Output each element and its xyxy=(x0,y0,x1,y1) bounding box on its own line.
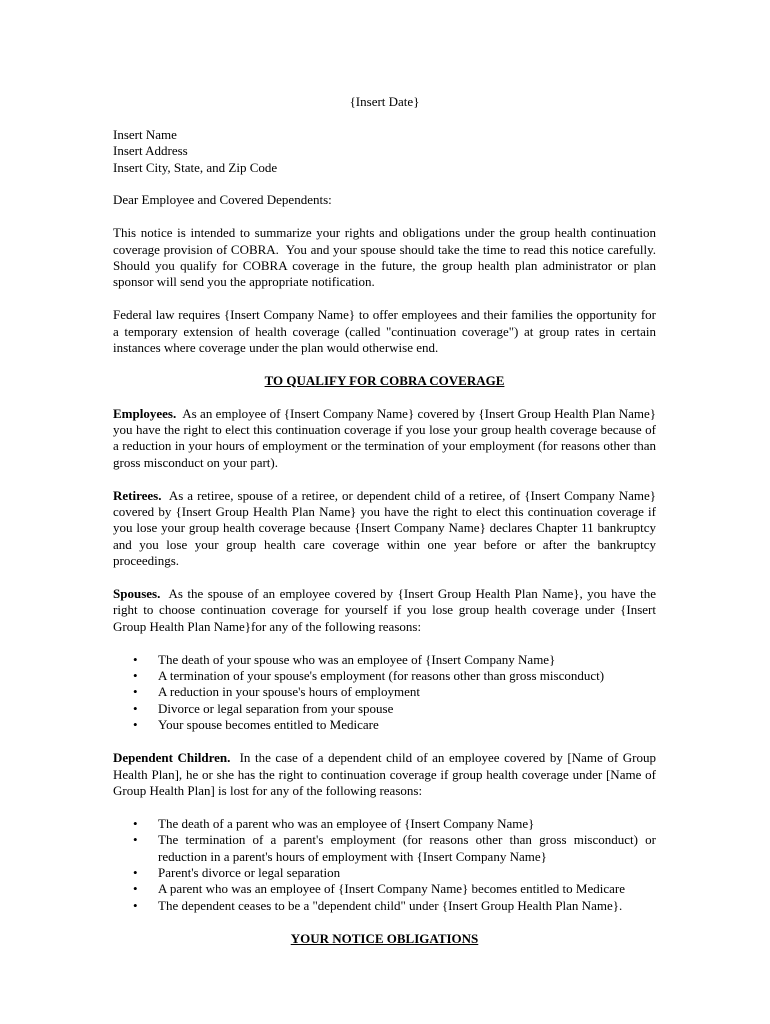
bullet-icon: • xyxy=(133,700,138,716)
list-item xyxy=(113,668,656,684)
list-item xyxy=(113,832,656,865)
bullet-icon: • xyxy=(133,717,138,733)
list-item xyxy=(113,865,656,881)
spouses-reasons-list xyxy=(113,652,656,734)
list-item xyxy=(113,898,656,914)
bullet-icon: • xyxy=(133,864,138,880)
retirees-paragraph xyxy=(113,488,656,570)
section-heading-notice-obligations: YOUR NOTICE OBLIGATIONS xyxy=(290,930,479,946)
list-item-text: Parent's divorce or legal separation xyxy=(158,864,341,880)
list-item-text: The death of your spouse who was an employee of {Insert Company Name} xyxy=(158,651,556,667)
list-item xyxy=(113,881,656,897)
children-paragraph xyxy=(113,750,656,799)
spouses-paragraph xyxy=(113,586,656,635)
document-page xyxy=(113,94,663,947)
employees-text: As an employee of {Insert Company Name} covered by {Insert Group Health Plan Name} you have the right to elect this continuation coverage if you lose your group health coverage because of a reduction in your hours of employment or the termination of your employment (for reasons other than gross misconduct on your part). xyxy=(113,405,656,470)
list-item xyxy=(113,816,656,832)
intro-paragraph-1: This notice is intended to summarize your rights and obligations under the group health continuation coverage provision of COBRA. You and your spouse should take the time to read this notice carefully. Should you qualify for COBRA coverage in the future, the group health plan administrator or plan sponsor will send you the appropriate notification. xyxy=(113,225,663,290)
section-heading-qualify: TO QUALIFY FOR COBRA COVERAGE xyxy=(264,372,505,388)
list-item-text: The dependent ceases to be a "dependent child" under {Insert Group Health Plan Name}. xyxy=(158,897,623,913)
children-text: In the case of a dependent child of an employee covered by [Name of Group Health Plan], he or she has the right to continuation coverage if group health coverage under [Name of Group Health Plan] is lost for any of the following reasons: xyxy=(113,750,656,798)
spouses-text: As the spouse of an employee covered by {Insert Group Health Plan Name}, you have the right to choose continuation coverage for yourself if you lose group health coverage under {Insert Group Health Plan Name}for any of the following reasons: xyxy=(113,586,656,634)
spouses-label: Spouses. xyxy=(113,586,161,602)
retirees-text: As a retiree, spouse of a retiree, or dependent child of a retiree, of {Insert Company Name} covered by {Insert Group Health Plan Name} you have the right to elect this continuation coverage if you lose your group health coverage because {Insert Company Name} declares Chapter 11 bankruptcy and you lose your group health care coverage within one year before or after the bankruptcy proceedings. xyxy=(113,487,656,569)
list-item xyxy=(113,717,656,733)
salutation: Dear Employee and Covered Dependents: xyxy=(113,192,332,208)
children-label: Dependent Children. xyxy=(113,750,231,766)
bullet-icon: • xyxy=(133,684,138,700)
recipient-address xyxy=(113,127,656,176)
intro-paragraph-2: Federal law requires {Insert Company Name} to offer employees and their families the opportunity for a temporary extension of health coverage (called "continuation coverage") at group rates in certain instances where coverage under the plan would otherwise end. xyxy=(113,307,656,356)
bullet-icon: • xyxy=(133,668,138,684)
bullet-icon: • xyxy=(133,815,138,831)
list-item-text: Divorce or legal separation from your spouse xyxy=(158,700,394,716)
list-item xyxy=(113,701,656,717)
bullet-icon: • xyxy=(133,832,138,848)
bullet-icon: • xyxy=(133,651,138,667)
bullet-icon: • xyxy=(133,897,138,913)
employees-paragraph xyxy=(113,406,656,472)
bullet-icon: • xyxy=(133,881,138,897)
children-reasons-list xyxy=(113,816,656,914)
list-item-text: The death of a parent who was an employee of {Insert Company Name} xyxy=(158,815,535,831)
address-line-city: Insert City, State, and Zip Code xyxy=(113,159,278,175)
address-line-name: Insert Name xyxy=(113,126,177,142)
list-item-text: Your spouse becomes entitled to Medicare xyxy=(158,717,379,733)
list-item xyxy=(113,652,656,668)
list-item-text: The termination of a parent's employment (for reasons other than gross misconduct) or reduction in a parent's hours of employment with {Insert Company Name} xyxy=(158,832,656,864)
list-item xyxy=(113,684,656,700)
list-item-text: A termination of your spouse's employment (for reasons other than gross misconduct) xyxy=(158,668,605,684)
employees-label: Employees. xyxy=(113,405,177,421)
letter-date: {Insert Date} xyxy=(349,94,420,109)
list-item-text: A parent who was an employee of {Insert Company Name} becomes entitled to Medicare xyxy=(158,881,625,897)
retirees-label: Retirees. xyxy=(113,487,162,503)
address-line-street: Insert Address xyxy=(113,143,188,159)
list-item-text: A reduction in your spouse's hours of employment xyxy=(158,684,420,700)
